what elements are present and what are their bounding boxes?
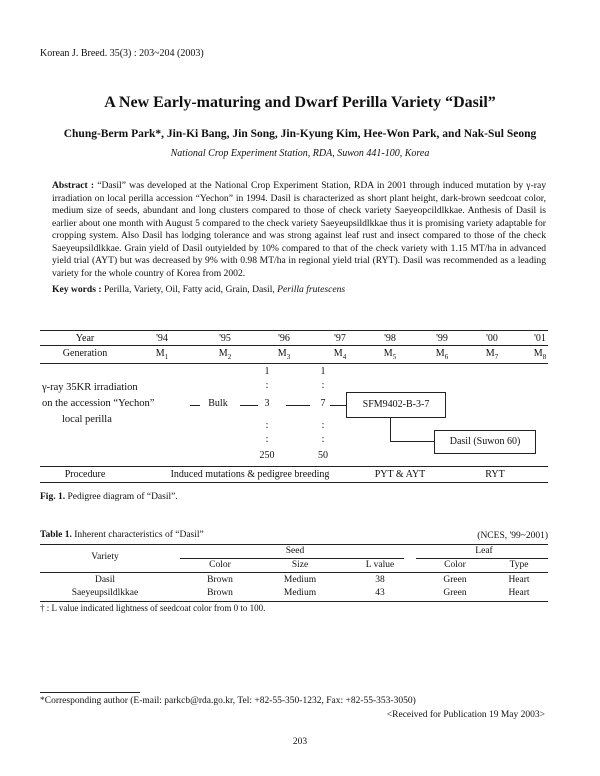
m4-bottom: 50 xyxy=(318,450,328,461)
generation-cell xyxy=(205,348,245,361)
keywords xyxy=(52,284,345,295)
seed-group-rule xyxy=(180,558,404,559)
year-cell: '94 xyxy=(156,333,168,344)
year-cell: '01 xyxy=(534,333,546,344)
table-footnote: † : L value indicated lightness of seedcoat color from 0 to 100. xyxy=(40,603,266,613)
table-subheader: L value xyxy=(365,560,395,570)
generation-cell xyxy=(320,348,360,361)
table-subheader: Size xyxy=(291,560,309,570)
generation-letter: M xyxy=(218,348,228,359)
generation-letter: M xyxy=(155,348,165,359)
generation-number: 7 xyxy=(494,353,499,361)
generation-cell xyxy=(142,348,182,361)
generation-letter: M xyxy=(333,348,343,359)
table-cell: Green xyxy=(443,575,467,585)
generation-letter: M xyxy=(277,348,287,359)
year-cell: '00 xyxy=(486,333,498,344)
year-cell: '95 xyxy=(219,333,231,344)
m3-dots-1: : xyxy=(265,380,269,391)
source-line-2: on the accession “Yechon” xyxy=(42,398,155,409)
table-cell: Brown xyxy=(207,575,233,585)
pedigree-diagram xyxy=(40,330,560,490)
page-number: 203 xyxy=(292,737,308,747)
table-bottom-rule xyxy=(40,601,548,602)
year-label: Year xyxy=(75,333,95,344)
generation-number: 1 xyxy=(164,353,169,361)
m4-dots-3: : xyxy=(321,434,325,445)
paper-title: A New Early-maturing and Dwarf Perilla Variety “Dasil” xyxy=(104,94,496,111)
col-variety: Variety xyxy=(91,552,119,562)
leaf-group-rule xyxy=(416,558,548,559)
table-cell: Medium xyxy=(283,588,317,598)
variety-box: Dasil (Suwon 60) xyxy=(434,430,536,454)
m3-top: 1 xyxy=(264,366,270,377)
m4-selected: 7 xyxy=(320,398,326,409)
abstract-text: “Dasil” was developed at the National Crop Experiment Station, RDA in 2001 through induced mutation by γ-ray irradiation on local perilla accession “Yechon” in 1994. Dasil is characterized as short plant height, dark-brown seedcoat color, medium size of seeds, abundant and long clusters compared to those of check variety Saeyeopcildlkkae. Anthesis of Dasil is earlier about one month with August 5 compared to the check variety Saeyeupsildlkkae thus it is promising variety adaptable for cropping system. Also Dasil has lodging tolerance and was strong against leaf rust and insect compared to those of the check Saeyeupsildlkkae. Grain yield of Dasil outyielded by 10% compared to that of the check variety with 1.15 MT/ha in advanced yield trial (AYT) but was decreased by 9% with 0.98 MT/ha in regional yield trial (RYT). Dasil was recommended as a leading variety for the whole country of Korea from 2002. xyxy=(52,180,546,279)
fig-year-rule xyxy=(40,345,548,346)
m3-dots-3: : xyxy=(265,434,269,445)
journal-reference: Korean J. Breed. 35(3) : 203~204 (2003) xyxy=(40,48,204,59)
generation-number: 8 xyxy=(542,353,547,361)
table-caption-label: Table 1. xyxy=(40,530,72,540)
table-caption xyxy=(40,530,204,540)
generation-number: 6 xyxy=(444,353,449,361)
group-seed: Seed xyxy=(285,546,305,556)
bulk-label: Bulk xyxy=(208,398,228,409)
corresponding-author: *Corresponding author (E-mail: parkcb@rda.go.kr, Tel: +82-55-350-1232, Fax: +82-55-353-3050) xyxy=(40,696,416,706)
generation-cell xyxy=(264,348,304,361)
generation-cell xyxy=(472,348,512,361)
table-source: (NCES, '99~2001) xyxy=(477,531,548,541)
procedure-3: RYT xyxy=(485,469,505,480)
source-line-1: γ-ray 35KR irradiation xyxy=(42,382,138,393)
generation-letter: M xyxy=(383,348,393,359)
m3-selected: 3 xyxy=(264,398,270,409)
year-cell: '97 xyxy=(334,333,346,344)
keywords-label: Key words : xyxy=(52,284,102,295)
m4-top: 1 xyxy=(320,366,326,377)
generation-number: 4 xyxy=(342,353,347,361)
fig-bottom-rule xyxy=(40,482,548,483)
table-subheader: Color xyxy=(444,560,466,570)
table-row-variety: Saeyeupsildlkkae xyxy=(71,588,139,598)
generation-cell xyxy=(520,348,560,361)
table-top-rule xyxy=(40,544,548,545)
table-cell: Heart xyxy=(508,575,530,585)
keywords-text: Perilla, Variety, Oil, Fatty acid, Grain, Dasil, xyxy=(103,284,275,295)
generation-number: 2 xyxy=(227,353,232,361)
connector-right xyxy=(390,441,434,442)
table-cell: Medium xyxy=(283,575,317,585)
procedure-label: Procedure xyxy=(64,469,106,480)
generation-letter: M xyxy=(533,348,543,359)
line-box: SFM9402-B-3-7 xyxy=(346,392,446,418)
table-cell: 38 xyxy=(375,575,385,585)
table-cell: Brown xyxy=(207,588,233,598)
arrow-m4-to-line xyxy=(330,405,346,406)
generation-label: Generation xyxy=(62,348,108,359)
table-header-rule xyxy=(40,572,548,573)
group-leaf: Leaf xyxy=(475,546,493,556)
generation-letter: M xyxy=(485,348,495,359)
received-date: <Received for Publication 19 May 2003> xyxy=(386,710,545,720)
figure-caption-text: Pedigree diagram of “Dasil”. xyxy=(67,492,178,502)
table-caption-text: Inherent characteristics of “Dasil” xyxy=(74,530,204,540)
m3-bottom: 250 xyxy=(259,450,275,461)
year-cell: '98 xyxy=(384,333,396,344)
fig-procedure-rule xyxy=(40,466,548,467)
connector-down xyxy=(390,417,391,441)
figure-caption xyxy=(40,492,178,502)
table-subheader: Color xyxy=(209,560,231,570)
year-cell: '96 xyxy=(278,333,290,344)
procedure-1: Induced mutations & pedigree breeding xyxy=(170,469,330,480)
fig-top-rule xyxy=(40,330,548,331)
table-cell: 43 xyxy=(375,588,385,598)
generation-cell xyxy=(422,348,462,361)
table-cell: Heart xyxy=(508,588,530,598)
source-line-3: local perilla xyxy=(62,414,112,425)
generation-number: 5 xyxy=(392,353,397,361)
table-subheader: Type xyxy=(509,560,529,570)
table-row-variety: Dasil xyxy=(94,575,116,585)
abstract-label: Abstract : xyxy=(52,180,95,191)
author-list: Chung-Berm Park*, Jin-Ki Bang, Jin Song, Jin-Kyung Kim, Hee-Won Park, and Nak-Sul Seong xyxy=(63,128,537,140)
m3-dots-2: : xyxy=(265,420,269,431)
m4-dots-2: : xyxy=(321,420,325,431)
footnote-rule xyxy=(40,692,140,693)
m4-dots-1: : xyxy=(321,380,325,391)
table-cell: Green xyxy=(443,588,467,598)
keywords-italic: Perilla frutescens xyxy=(277,284,346,295)
abstract xyxy=(52,180,546,280)
arrow-m3-to-m4 xyxy=(286,405,310,406)
fig-generation-rule xyxy=(40,363,548,364)
affiliation: National Crop Experiment Station, RDA, Suwon 441-100, Korea xyxy=(170,148,430,159)
characteristics-table xyxy=(40,544,548,600)
year-cell: '99 xyxy=(436,333,448,344)
figure-caption-label: Fig. 1. xyxy=(40,492,66,502)
generation-letter: M xyxy=(435,348,445,359)
generation-cell xyxy=(370,348,410,361)
generation-number: 3 xyxy=(286,353,291,361)
procedure-2: PYT & AYT xyxy=(374,469,426,480)
